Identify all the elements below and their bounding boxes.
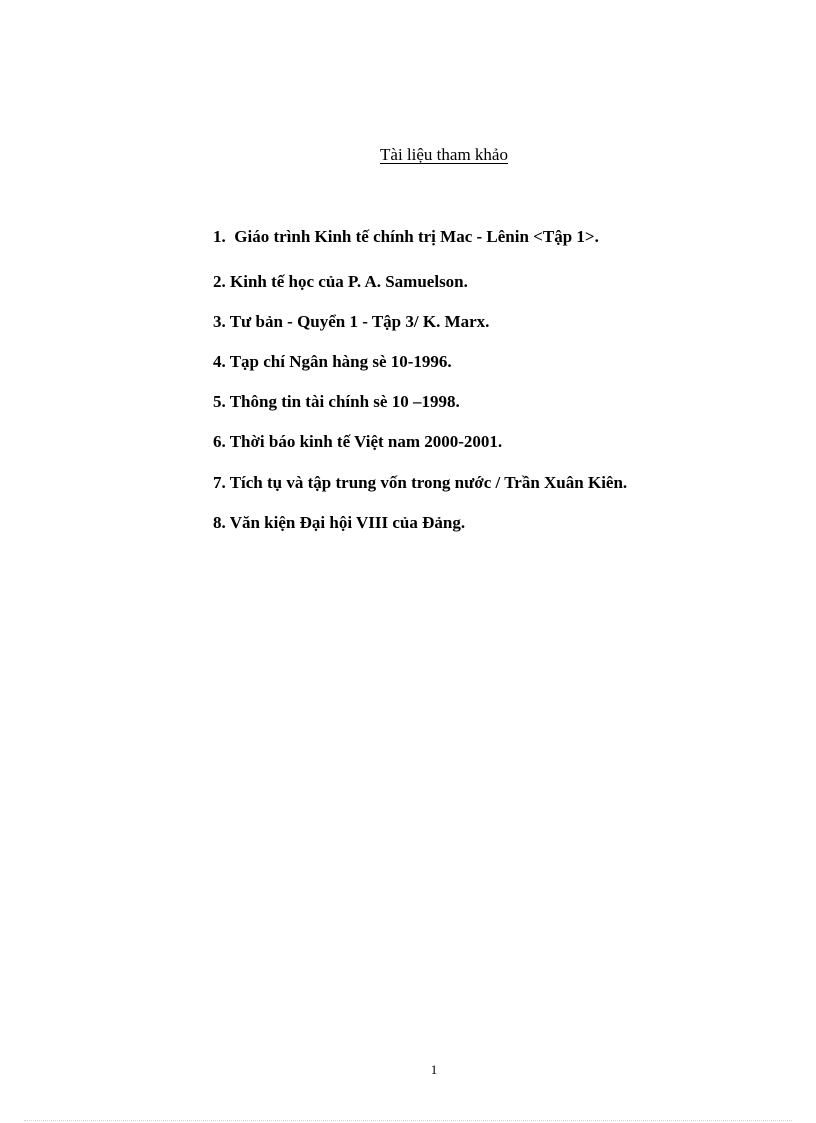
reference-text: Kinh tế học của P. A. Samuelson. [230,272,468,291]
references-heading-text: Tài liệu tham khảo [380,145,508,164]
reference-item-3 [213,311,489,333]
reference-number: 3. [213,312,226,331]
reference-number: 2. [213,272,226,291]
reference-item-4 [213,351,452,373]
page-number: 1 [430,1062,438,1077]
reference-text: Văn kiện Đại hội VIII của Đảng. [229,513,466,532]
reference-text: Thời báo kinh tế Việt nam 2000-2001. [229,432,503,451]
reference-text: Thông tin tài chính sè 10 –1998. [229,392,460,411]
reference-number: 4. [213,352,226,371]
references-heading [0,144,816,166]
reference-item-8 [213,512,465,534]
reference-text: Giáo trình Kinh tế chính trị Mac - Lênin <Tập 1>. [234,227,599,246]
reference-number: 1. [213,227,226,246]
reference-number: 8. [213,513,226,532]
reference-text: Tư bản - Quyển 1 - Tập 3/ K. Marx. [229,312,490,331]
reference-number: 7. [213,473,226,492]
page-bottom-divider [24,1120,792,1121]
reference-item-7 [213,472,627,494]
reference-number: 6. [213,432,226,451]
reference-item-6 [213,431,502,453]
reference-text: Tích tụ và tập trung vốn trong nước / Trần Xuân Kiên. [229,473,628,492]
reference-item-2 [213,271,468,293]
reference-text: Tạp chí Ngân hàng sè 10-1996. [229,352,452,371]
reference-item-1 [213,226,599,248]
reference-item-5 [213,391,460,413]
reference-number: 5. [213,392,226,411]
